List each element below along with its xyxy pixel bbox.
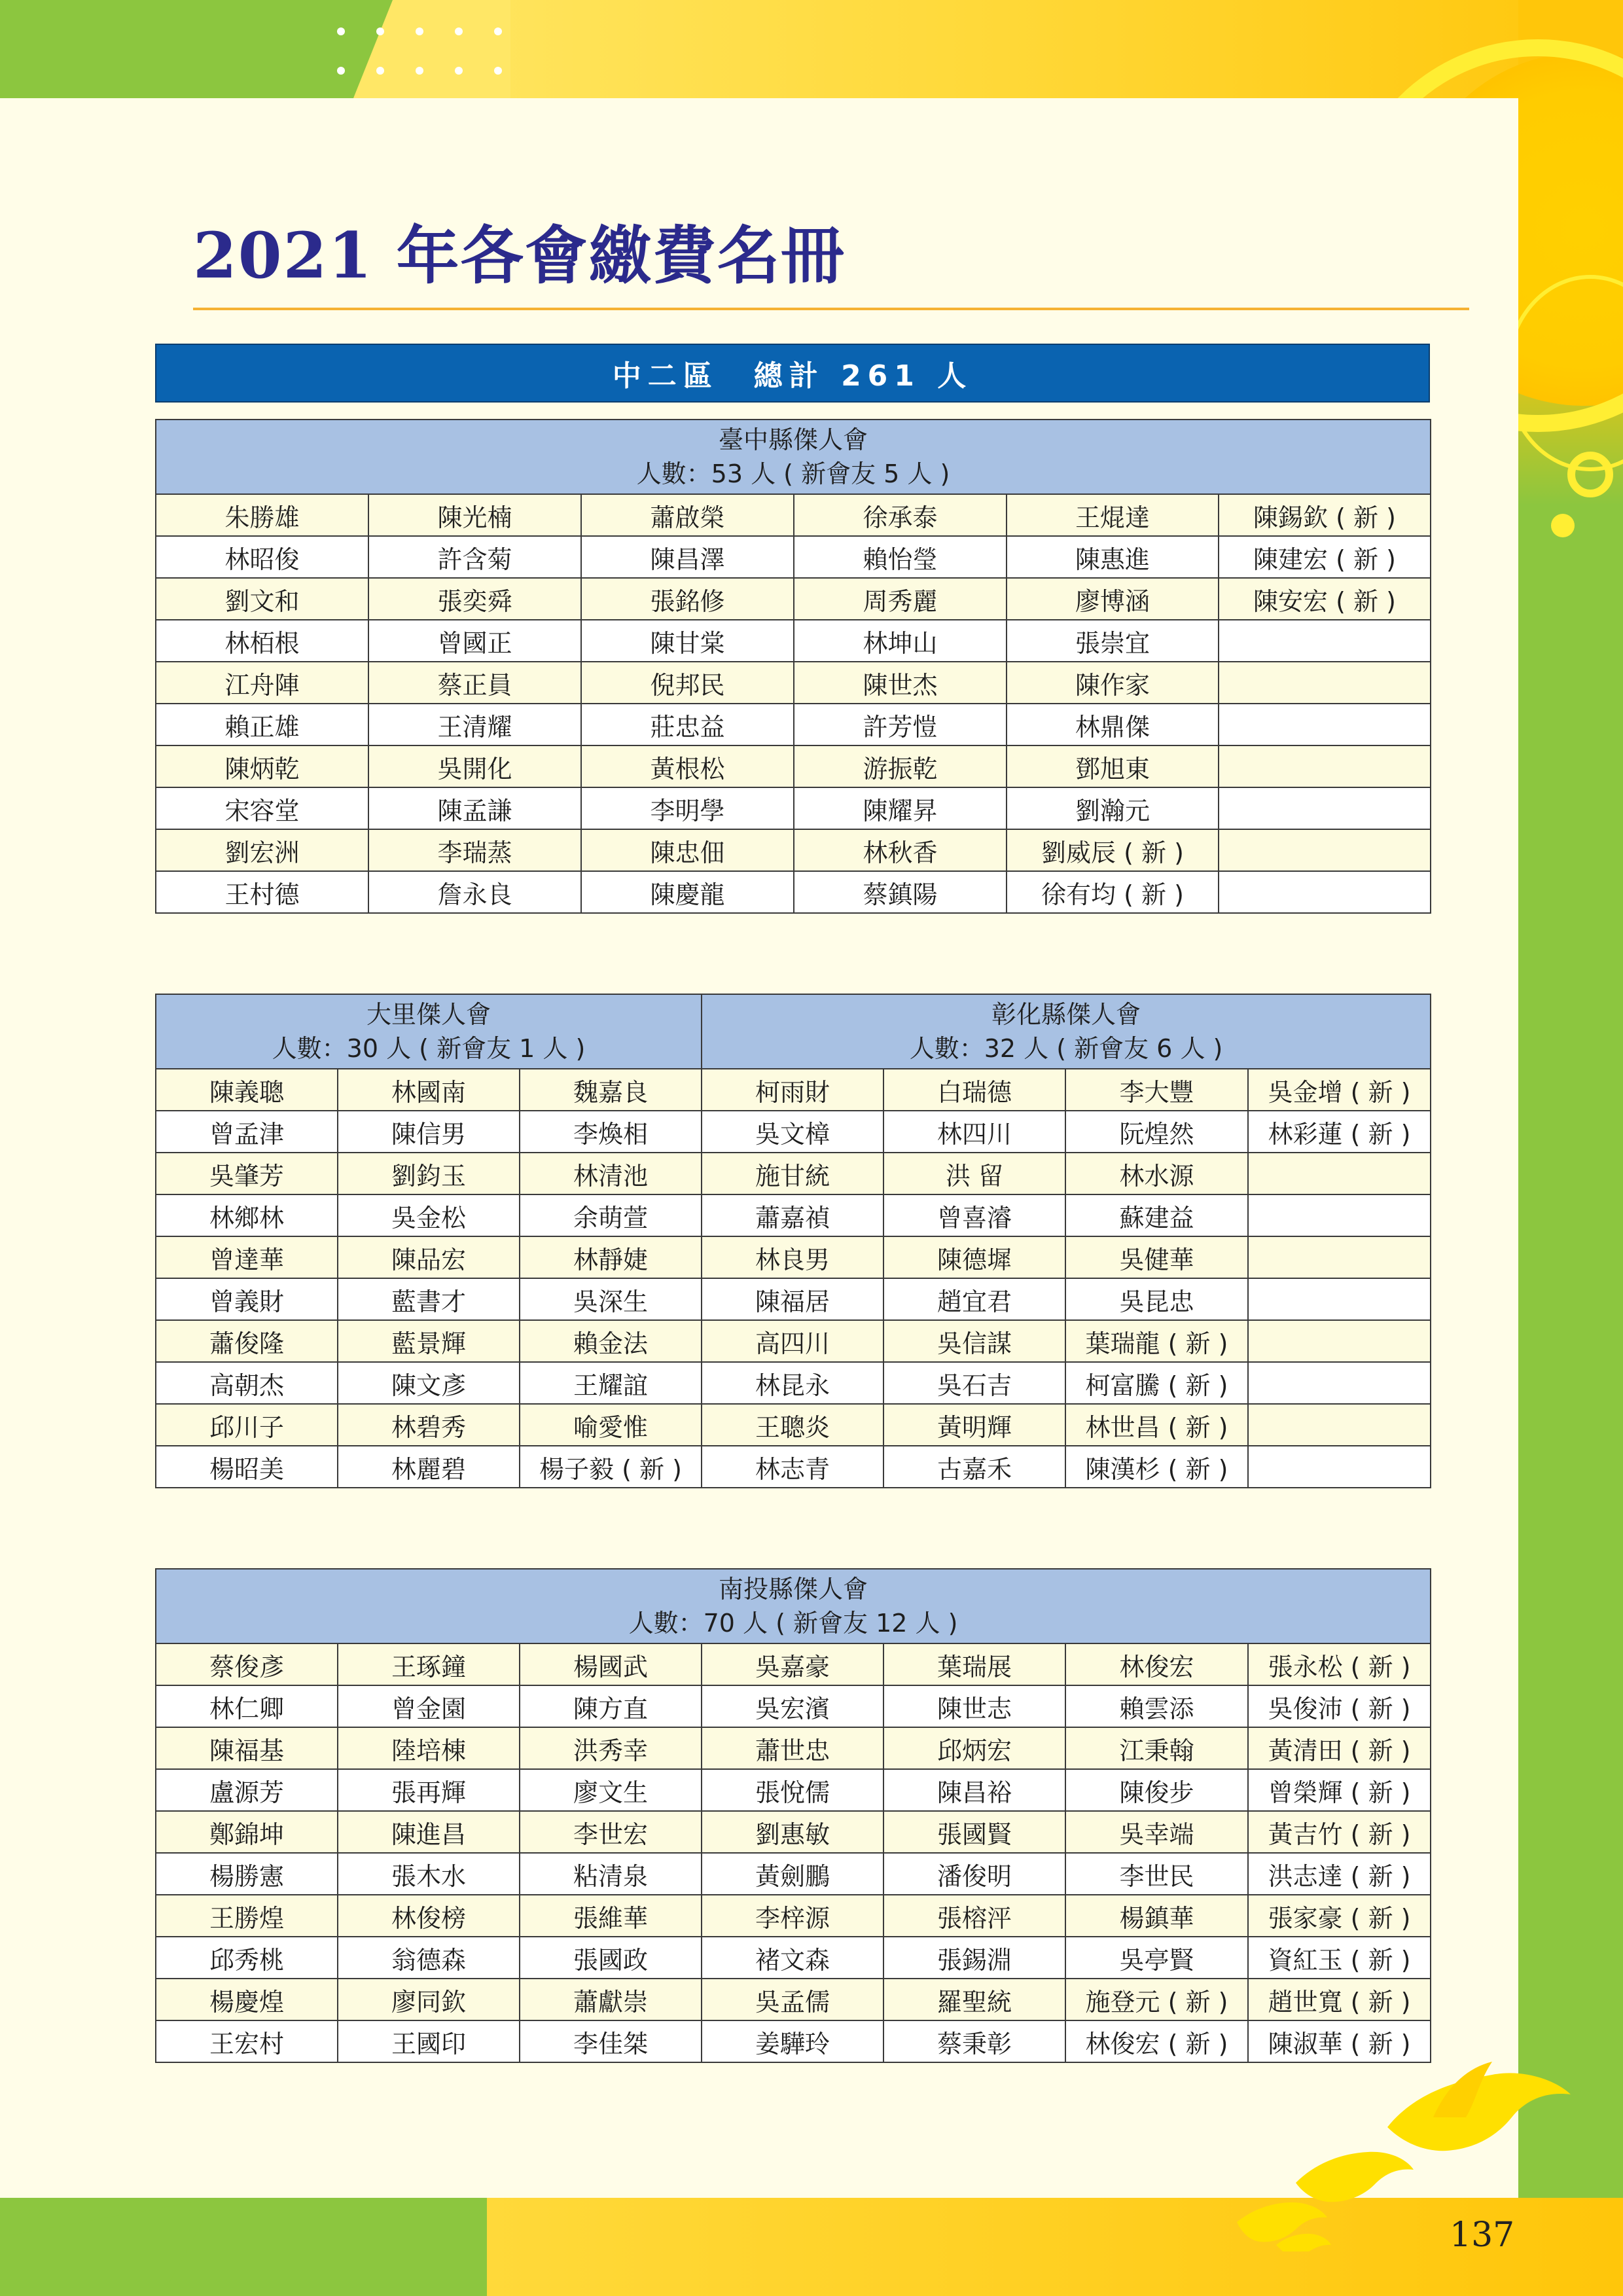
table-row <box>156 1685 1431 1727</box>
member-name-cell: 張永松 ( 新 ) <box>1248 1643 1431 1685</box>
member-name-cell: 蕭俊隆 <box>156 1320 338 1362</box>
title-underline <box>193 308 1469 310</box>
table-row <box>156 1643 1431 1685</box>
taichung-header <box>156 420 1431 494</box>
table-row <box>156 1979 1431 2020</box>
member-name-cell: 吳幸端 <box>1065 1811 1248 1853</box>
member-name-cell: 李世宏 <box>520 1811 702 1853</box>
member-name-cell: 林碧秀 <box>338 1404 520 1446</box>
member-name-cell: 吳深生 <box>520 1278 702 1320</box>
member-name-cell: 徐有均 ( 新 ) <box>1007 871 1219 913</box>
member-name-cell: 劉宏洲 <box>156 829 368 871</box>
member-name-cell: 王村德 <box>156 871 368 913</box>
member-name-cell: 洪志達 ( 新 ) <box>1248 1853 1431 1895</box>
member-name-cell: 阮煌然 <box>1065 1111 1248 1153</box>
member-name-cell: 廖博涵 <box>1007 578 1219 620</box>
table-row <box>156 536 1431 578</box>
member-name-cell: 陳文彥 <box>338 1362 520 1404</box>
member-name-cell: 鄭錦坤 <box>156 1811 338 1853</box>
member-name-cell: 許含菊 <box>368 536 581 578</box>
member-name-cell: 陳惠進 <box>1007 536 1219 578</box>
member-name-cell: 陸培棟 <box>338 1727 520 1769</box>
taichung-roster-table <box>155 419 1431 914</box>
table-row <box>156 1853 1431 1895</box>
member-name-cell: 楊昭美 <box>156 1446 338 1488</box>
member-name-cell: 粘清泉 <box>520 1853 702 1895</box>
member-name-cell: 張木水 <box>338 1853 520 1895</box>
table-row <box>156 1362 1431 1404</box>
member-name-cell: 李煥相 <box>520 1111 702 1153</box>
table-row <box>156 1446 1431 1488</box>
member-name-cell: 王焜達 <box>1007 494 1219 536</box>
member-name-cell: 王勝煌 <box>156 1895 338 1937</box>
member-name-cell <box>1248 1362 1431 1404</box>
member-name-cell <box>1248 1404 1431 1446</box>
member-name-cell: 劉惠敏 <box>702 1811 883 1853</box>
member-name-cell: 林水源 <box>1065 1153 1248 1194</box>
member-name-cell: 吳孟儒 <box>702 1979 883 2020</box>
member-name-cell: 李梓源 <box>702 1895 883 1937</box>
member-name-cell: 張維華 <box>520 1895 702 1937</box>
member-name-cell: 柯雨財 <box>702 1069 883 1111</box>
member-name-cell: 陳建宏 ( 新 ) <box>1219 536 1431 578</box>
member-name-cell: 吳健華 <box>1065 1236 1248 1278</box>
member-name-cell: 施登元 ( 新 ) <box>1065 1979 1248 2020</box>
table-row <box>156 704 1431 745</box>
member-name-cell: 張銘修 <box>581 578 794 620</box>
table-row <box>156 787 1431 829</box>
member-name-cell: 吳亭賢 <box>1065 1937 1248 1979</box>
member-name-cell: 高四川 <box>702 1320 883 1362</box>
member-name-cell: 朱勝雄 <box>156 494 368 536</box>
table-row <box>156 871 1431 913</box>
member-name-cell: 賴金法 <box>520 1320 702 1362</box>
member-name-cell: 邱秀桃 <box>156 1937 338 1979</box>
page-number: 137 <box>1450 2215 1515 2255</box>
member-name-cell: 褚文森 <box>702 1937 883 1979</box>
member-name-cell: 劉瀚元 <box>1007 787 1219 829</box>
member-name-cell: 陳甘棠 <box>581 620 794 662</box>
member-name-cell <box>1219 745 1431 787</box>
member-name-cell: 吳昆忠 <box>1065 1278 1248 1320</box>
page-title: 2021 年各會繳費名冊 <box>193 219 846 293</box>
table-row <box>156 1937 1431 1979</box>
member-name-cell: 林俊榜 <box>338 1895 520 1937</box>
member-name-cell: 賴正雄 <box>156 704 368 745</box>
member-name-cell: 劉威辰 ( 新 ) <box>1007 829 1219 871</box>
member-name-cell: 劉鈞玉 <box>338 1153 520 1194</box>
club-name: 彰化縣傑人會 <box>991 1000 1141 1029</box>
member-name-cell: 林昭俊 <box>156 536 368 578</box>
member-name-cell: 李大豐 <box>1065 1069 1248 1111</box>
member-name-cell: 洪 留 <box>883 1153 1065 1194</box>
member-name-cell: 吳金松 <box>338 1194 520 1236</box>
table-row <box>156 1069 1431 1111</box>
nantou-header <box>156 1569 1431 1643</box>
member-name-cell: 魏嘉良 <box>520 1069 702 1111</box>
member-name-cell: 蔡俊彥 <box>156 1643 338 1685</box>
table-row <box>156 1111 1431 1153</box>
member-name-cell: 陳忠佃 <box>581 829 794 871</box>
member-name-cell: 李明學 <box>581 787 794 829</box>
member-name-cell: 林清池 <box>520 1153 702 1194</box>
member-name-cell: 張錫淵 <box>883 1937 1065 1979</box>
small-dot-decor <box>1551 514 1575 537</box>
member-name-cell <box>1248 1194 1431 1236</box>
member-name-cell: 許芳愷 <box>794 704 1007 745</box>
member-name-cell: 蕭獻崇 <box>520 1979 702 2020</box>
member-name-cell: 陳昌澤 <box>581 536 794 578</box>
member-name-cell: 葉瑞展 <box>883 1643 1065 1685</box>
member-name-cell: 陳品宏 <box>338 1236 520 1278</box>
member-name-cell: 林栢根 <box>156 620 368 662</box>
table-row <box>156 1727 1431 1769</box>
member-name-cell <box>1248 1236 1431 1278</box>
table-row <box>156 1236 1431 1278</box>
member-name-cell: 林俊宏 <box>1065 1643 1248 1685</box>
member-name-cell: 張榕泙 <box>883 1895 1065 1937</box>
member-name-cell: 葉瑞龍 ( 新 ) <box>1065 1320 1248 1362</box>
member-name-cell: 姜驊玲 <box>702 2020 883 2062</box>
table-row <box>156 1404 1431 1446</box>
club-name: 臺中縣傑人會 <box>718 425 868 454</box>
table-row <box>156 1769 1431 1811</box>
member-name-cell: 陳安宏 ( 新 ) <box>1219 578 1431 620</box>
member-name-cell: 吳俊沛 ( 新 ) <box>1248 1685 1431 1727</box>
member-name-cell: 陳炳乾 <box>156 745 368 787</box>
member-name-cell: 陳昌裕 <box>883 1769 1065 1811</box>
member-name-cell: 曾達華 <box>156 1236 338 1278</box>
table-row <box>156 2020 1431 2062</box>
member-name-cell: 莊忠益 <box>581 704 794 745</box>
member-name-cell: 賴雲添 <box>1065 1685 1248 1727</box>
member-name-cell: 倪邦民 <box>581 662 794 704</box>
table-row <box>156 494 1431 536</box>
dot-grid-decor <box>337 27 520 80</box>
member-name-cell <box>1219 662 1431 704</box>
member-name-cell: 游振乾 <box>794 745 1007 787</box>
member-name-cell <box>1219 787 1431 829</box>
member-name-cell: 曾義財 <box>156 1278 338 1320</box>
member-name-cell: 曾金園 <box>338 1685 520 1727</box>
table-row <box>156 620 1431 662</box>
member-name-cell: 徐承泰 <box>794 494 1007 536</box>
table-row <box>156 1895 1431 1937</box>
member-name-cell <box>1219 620 1431 662</box>
member-name-cell: 吳肇芳 <box>156 1153 338 1194</box>
district-banner: 中二區 總計 261 人 <box>155 344 1430 403</box>
member-name-cell: 李世民 <box>1065 1853 1248 1895</box>
member-name-cell: 黃明輝 <box>883 1404 1065 1446</box>
member-name-cell: 王國印 <box>338 2020 520 2062</box>
member-name-cell: 林良男 <box>702 1236 883 1278</box>
member-name-cell: 陳慶龍 <box>581 871 794 913</box>
member-name-cell: 林國南 <box>338 1069 520 1111</box>
member-name-cell: 陳進昌 <box>338 1811 520 1853</box>
member-name-cell: 陳錫欽 ( 新 ) <box>1219 494 1431 536</box>
member-name-cell: 吳嘉豪 <box>702 1643 883 1685</box>
member-name-cell: 資紅玉 ( 新 ) <box>1248 1937 1431 1979</box>
member-name-cell: 柯富騰 ( 新 ) <box>1065 1362 1248 1404</box>
member-name-cell: 陳世志 <box>883 1685 1065 1727</box>
member-name-cell: 羅聖統 <box>883 1979 1065 2020</box>
member-name-cell: 張崇宜 <box>1007 620 1219 662</box>
member-count: 人數：53 人 ( 新會友 5 人 ) <box>636 459 950 488</box>
member-name-cell: 王琢鐘 <box>338 1643 520 1685</box>
member-name-cell: 蔡正員 <box>368 662 581 704</box>
member-name-cell: 林仁卿 <box>156 1685 338 1727</box>
member-name-cell: 曾國正 <box>368 620 581 662</box>
member-name-cell: 王耀誼 <box>520 1362 702 1404</box>
dali-changhua-roster-table <box>155 994 1431 1488</box>
member-name-cell <box>1219 871 1431 913</box>
member-name-cell: 曾喜濬 <box>883 1194 1065 1236</box>
member-name-cell <box>1219 704 1431 745</box>
member-name-cell: 林靜婕 <box>520 1236 702 1278</box>
member-name-cell: 楊鎮華 <box>1065 1895 1248 1937</box>
member-name-cell: 廖同欽 <box>338 1979 520 2020</box>
table-row <box>156 662 1431 704</box>
member-name-cell: 吳金增 ( 新 ) <box>1248 1069 1431 1111</box>
member-name-cell: 盧源芳 <box>156 1769 338 1811</box>
member-name-cell: 楊子毅 ( 新 ) <box>520 1446 702 1488</box>
member-name-cell: 施甘統 <box>702 1153 883 1194</box>
member-name-cell: 喻愛惟 <box>520 1404 702 1446</box>
table-row <box>156 1194 1431 1236</box>
member-count: 人數：30 人 ( 新會友 1 人 ) <box>272 1034 586 1063</box>
member-name-cell: 賴怡瑩 <box>794 536 1007 578</box>
member-name-cell: 潘俊明 <box>883 1853 1065 1895</box>
member-name-cell: 黃吉竹 ( 新 ) <box>1248 1811 1431 1853</box>
table-row <box>156 1320 1431 1362</box>
member-name-cell: 吳信謀 <box>883 1320 1065 1362</box>
member-name-cell: 蔡鎮陽 <box>794 871 1007 913</box>
member-name-cell: 周秀麗 <box>794 578 1007 620</box>
member-name-cell: 廖文生 <box>520 1769 702 1811</box>
member-name-cell: 李佳桀 <box>520 2020 702 2062</box>
member-name-cell: 江秉翰 <box>1065 1727 1248 1769</box>
table-row <box>156 745 1431 787</box>
nantou-roster-table <box>155 1568 1431 2063</box>
member-name-cell: 林坤山 <box>794 620 1007 662</box>
member-name-cell: 蔡秉彰 <box>883 2020 1065 2062</box>
member-name-cell: 張國賢 <box>883 1811 1065 1853</box>
member-name-cell: 王宏村 <box>156 2020 338 2062</box>
member-name-cell: 高朝杰 <box>156 1362 338 1404</box>
member-name-cell: 陳光楠 <box>368 494 581 536</box>
table-row <box>156 1153 1431 1194</box>
member-name-cell: 陳福基 <box>156 1727 338 1769</box>
member-name-cell: 蘇建益 <box>1065 1194 1248 1236</box>
member-name-cell: 鄧旭東 <box>1007 745 1219 787</box>
member-name-cell: 陳信男 <box>338 1111 520 1153</box>
member-name-cell: 吳石吉 <box>883 1362 1065 1404</box>
member-name-cell: 陳俊步 <box>1065 1769 1248 1811</box>
member-name-cell: 吳文樟 <box>702 1111 883 1153</box>
member-name-cell: 翁德森 <box>338 1937 520 1979</box>
member-name-cell: 林彩蓮 ( 新 ) <box>1248 1111 1431 1153</box>
member-name-cell <box>1248 1320 1431 1362</box>
member-name-cell: 曾孟津 <box>156 1111 338 1153</box>
member-name-cell: 吳宏濱 <box>702 1685 883 1727</box>
member-name-cell: 陳淑華 ( 新 ) <box>1248 2020 1431 2062</box>
member-name-cell: 林世昌 ( 新 ) <box>1065 1404 1248 1446</box>
member-name-cell: 楊勝憲 <box>156 1853 338 1895</box>
member-name-cell: 張國政 <box>520 1937 702 1979</box>
member-name-cell: 林四川 <box>883 1111 1065 1153</box>
member-name-cell: 陳義聰 <box>156 1069 338 1111</box>
member-count: 人數：70 人 ( 新會友 12 人 ) <box>628 1609 958 1638</box>
member-name-cell: 邱炳宏 <box>883 1727 1065 1769</box>
member-name-cell: 趙世寬 ( 新 ) <box>1248 1979 1431 2020</box>
member-name-cell: 藍書才 <box>338 1278 520 1320</box>
member-name-cell <box>1219 829 1431 871</box>
small-ring-decor <box>1567 452 1613 497</box>
member-name-cell: 張奕舜 <box>368 578 581 620</box>
member-name-cell: 林麗碧 <box>338 1446 520 1488</box>
member-name-cell: 陳方直 <box>520 1685 702 1727</box>
member-name-cell: 黃劍鵬 <box>702 1853 883 1895</box>
table-row <box>156 578 1431 620</box>
member-name-cell: 王清耀 <box>368 704 581 745</box>
member-name-cell: 林俊宏 ( 新 ) <box>1065 2020 1248 2062</box>
member-name-cell: 蕭啟榮 <box>581 494 794 536</box>
member-name-cell: 邱川子 <box>156 1404 338 1446</box>
changhua-header <box>702 994 1431 1069</box>
member-name-cell: 古嘉禾 <box>883 1446 1065 1488</box>
member-name-cell: 余萌萱 <box>520 1194 702 1236</box>
member-name-cell: 陳作家 <box>1007 662 1219 704</box>
club-name: 南投縣傑人會 <box>719 1575 868 1604</box>
member-name-cell: 洪秀幸 <box>520 1727 702 1769</box>
member-name-cell: 陳漢杉 ( 新 ) <box>1065 1446 1248 1488</box>
member-name-cell: 陳世杰 <box>794 662 1007 704</box>
member-name-cell: 楊慶煌 <box>156 1979 338 2020</box>
member-name-cell: 張再輝 <box>338 1769 520 1811</box>
member-name-cell <box>1248 1446 1431 1488</box>
club-name: 大里傑人會 <box>366 1000 491 1029</box>
member-name-cell: 曾榮輝 ( 新 ) <box>1248 1769 1431 1811</box>
member-name-cell: 詹永良 <box>368 871 581 913</box>
member-name-cell: 趙宜君 <box>883 1278 1065 1320</box>
table-row <box>156 1811 1431 1853</box>
member-name-cell: 吳開化 <box>368 745 581 787</box>
member-count: 人數：32 人 ( 新會友 6 人 ) <box>909 1034 1223 1063</box>
member-name-cell <box>1248 1278 1431 1320</box>
member-name-cell <box>1248 1153 1431 1194</box>
flying-birds-icon <box>1217 2055 1584 2251</box>
member-name-cell: 江舟陣 <box>156 662 368 704</box>
member-name-cell: 王聰炎 <box>702 1404 883 1446</box>
member-name-cell: 楊國武 <box>520 1643 702 1685</box>
table-row <box>156 829 1431 871</box>
member-name-cell: 宋容堂 <box>156 787 368 829</box>
member-name-cell: 劉文和 <box>156 578 368 620</box>
member-name-cell: 張悅儒 <box>702 1769 883 1811</box>
member-name-cell: 藍景輝 <box>338 1320 520 1362</box>
member-name-cell: 蕭世忠 <box>702 1727 883 1769</box>
member-name-cell: 張家豪 ( 新 ) <box>1248 1895 1431 1937</box>
member-name-cell: 林鄉林 <box>156 1194 338 1236</box>
member-name-cell: 黃清田 ( 新 ) <box>1248 1727 1431 1769</box>
member-name-cell: 林秋香 <box>794 829 1007 871</box>
member-name-cell: 蕭嘉禎 <box>702 1194 883 1236</box>
member-name-cell: 黃根松 <box>581 745 794 787</box>
member-name-cell: 林昆永 <box>702 1362 883 1404</box>
member-name-cell: 陳德墀 <box>883 1236 1065 1278</box>
member-name-cell: 陳耀昇 <box>794 787 1007 829</box>
dali-header <box>156 994 702 1069</box>
member-name-cell: 白瑞德 <box>883 1069 1065 1111</box>
member-name-cell: 林鼎傑 <box>1007 704 1219 745</box>
member-name-cell: 陳福居 <box>702 1278 883 1320</box>
member-name-cell: 林志青 <box>702 1446 883 1488</box>
member-name-cell: 陳孟謙 <box>368 787 581 829</box>
member-name-cell: 李瑞蒸 <box>368 829 581 871</box>
table-row <box>156 1278 1431 1320</box>
